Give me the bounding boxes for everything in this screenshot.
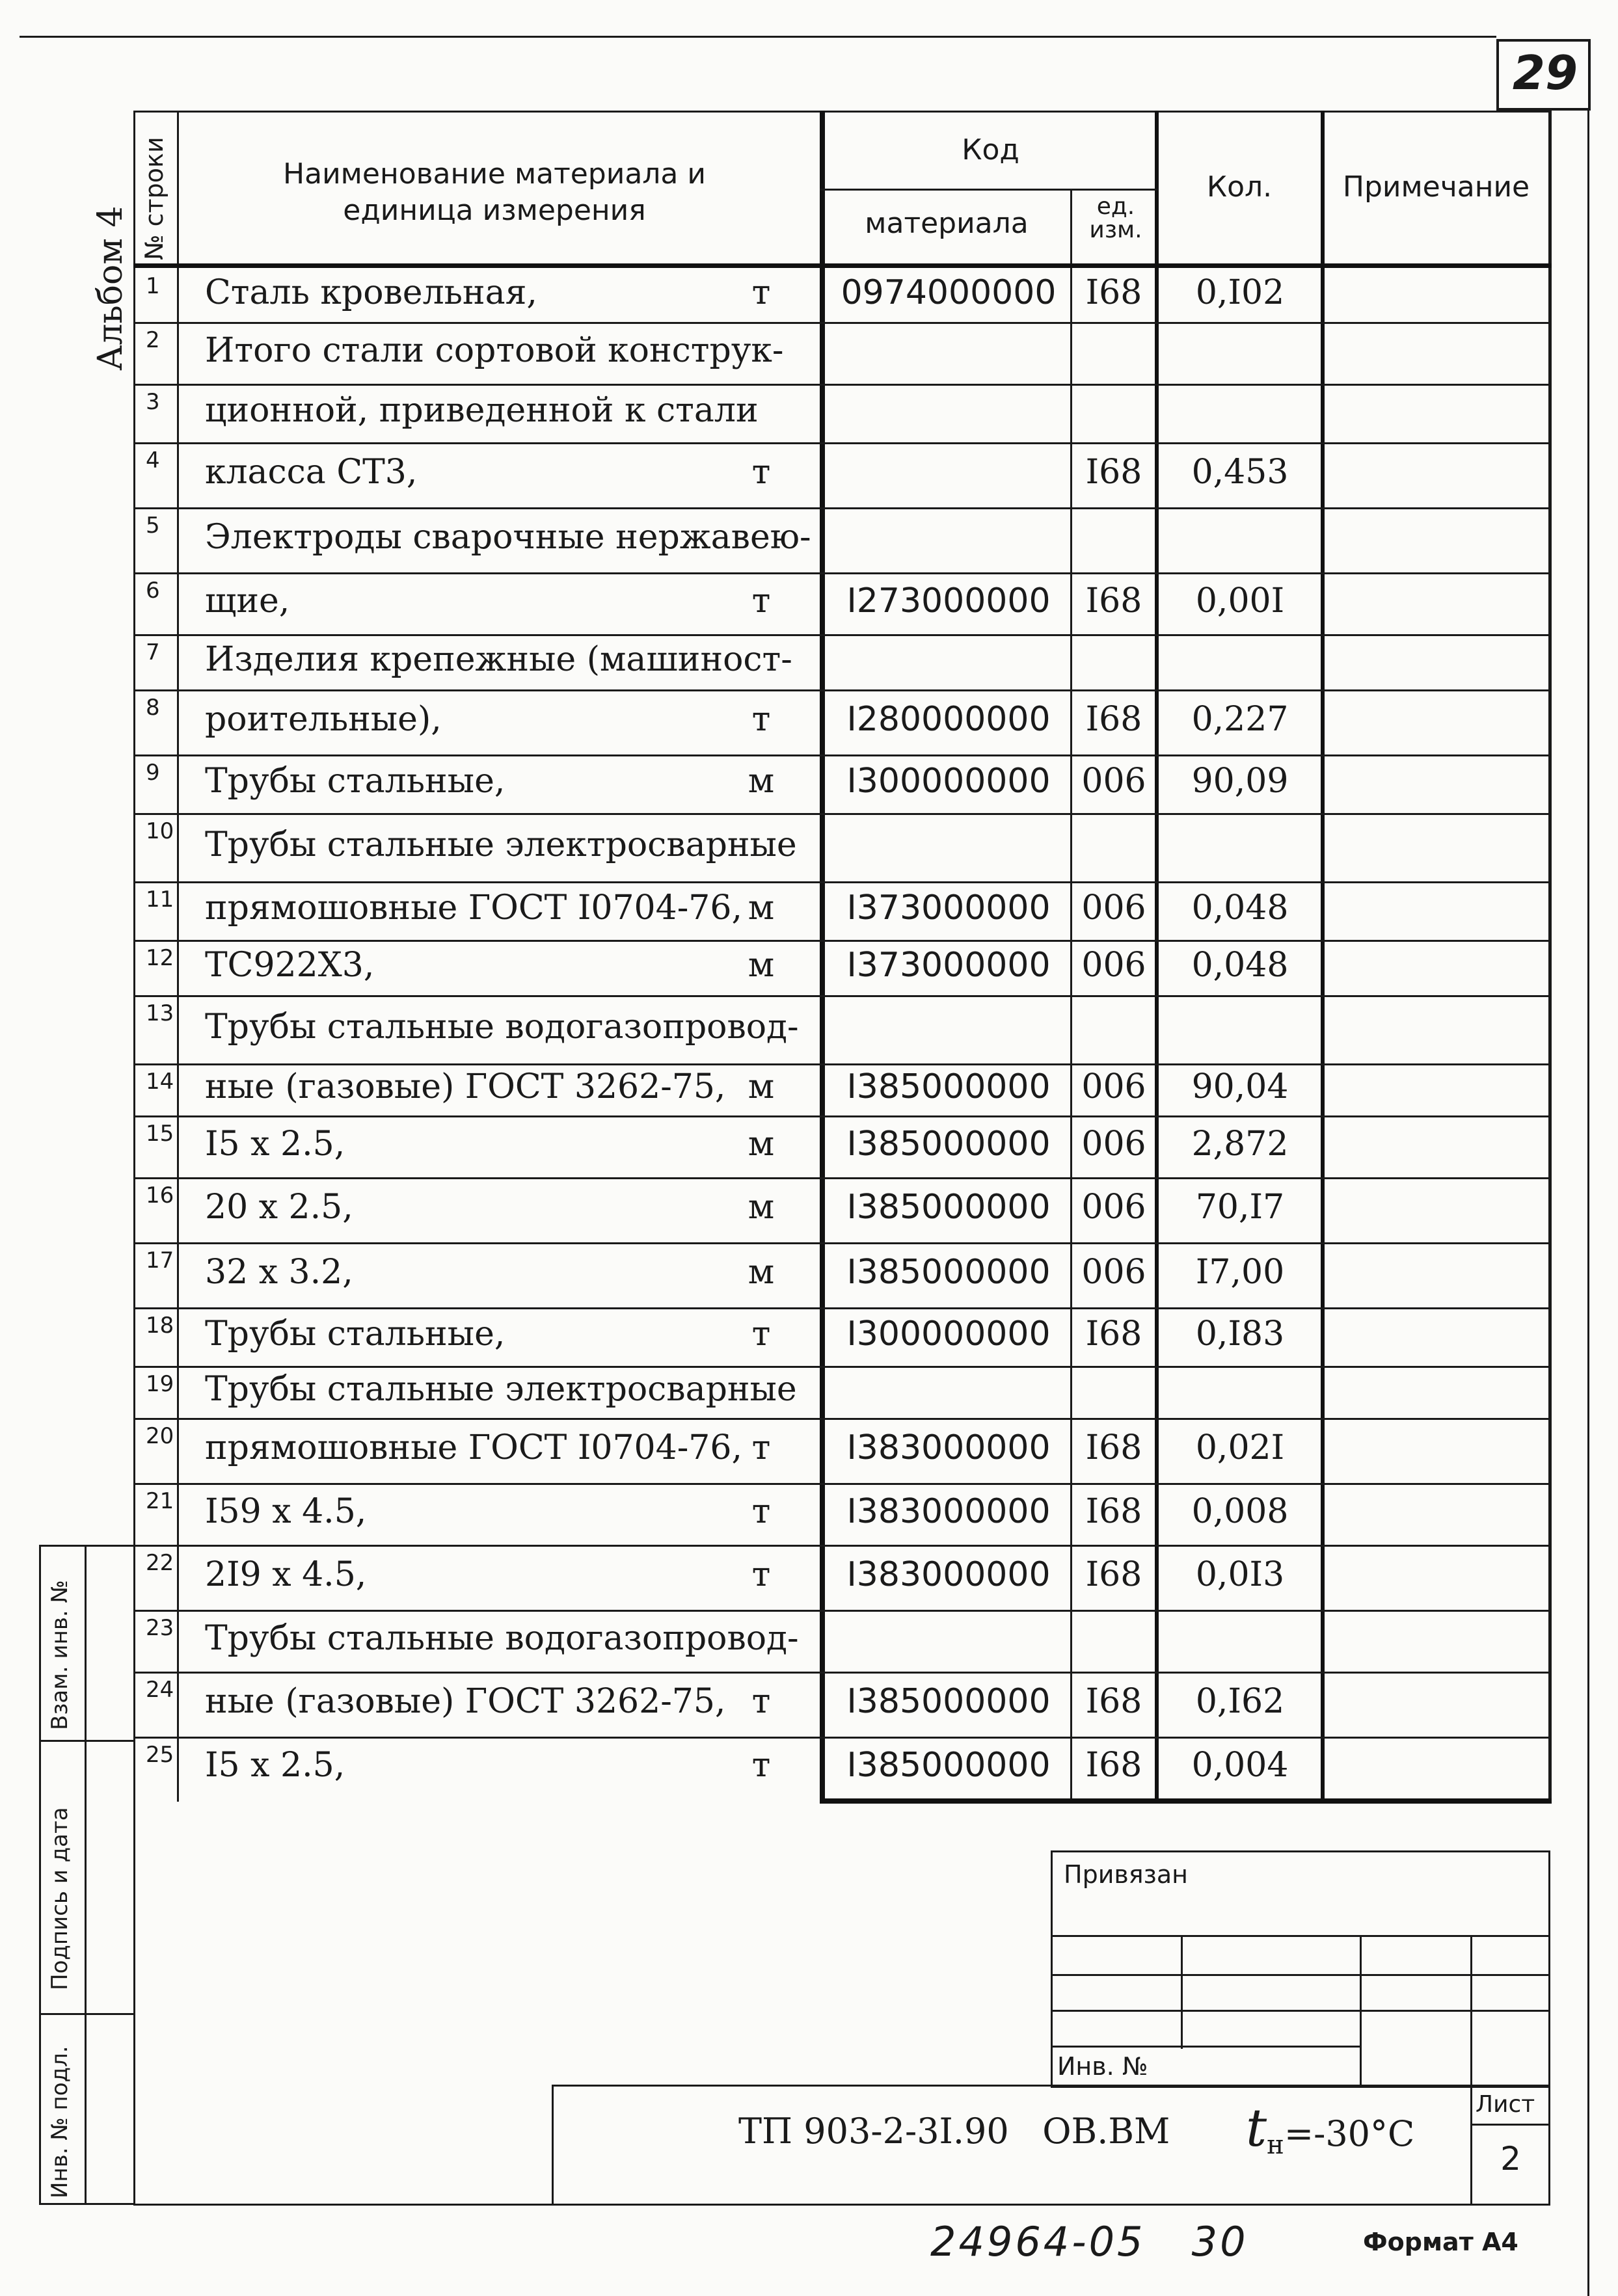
- designation-text: ТП 903-2-3I.90 ОВ.ВМ: [738, 2111, 1170, 2152]
- row-separator: [133, 1307, 1550, 1309]
- unit-code: I68: [1085, 581, 1142, 621]
- privyazan-label: Привязан: [1064, 1860, 1188, 1889]
- row-separator: [133, 881, 1550, 883]
- material-name: Сталь кровельная,: [205, 273, 537, 312]
- unit-code: 006: [1081, 1188, 1146, 1227]
- unit-code: I68: [1085, 1428, 1142, 1467]
- unit: т: [751, 1555, 771, 1594]
- material-code: I373000000: [846, 945, 1051, 985]
- row-separator: [133, 634, 1550, 636]
- material-name: Изделия крепежные (машиност-: [205, 639, 792, 679]
- unit: м: [748, 1124, 775, 1164]
- row-number: 7: [146, 639, 160, 665]
- side-inv-podl-label: Инв. № подл.: [47, 2046, 73, 2198]
- side-stamp-divider: [85, 1545, 87, 2205]
- row-number: 9: [146, 760, 160, 786]
- sheet-label: Лист: [1476, 2091, 1535, 2118]
- row-separator: [133, 1063, 1550, 1065]
- quantity: 0,02I: [1195, 1428, 1285, 1467]
- side-podpis-label: Подпись и дата: [47, 1807, 73, 1990]
- unit: т: [751, 1745, 771, 1785]
- temp-t-symbol: t: [1246, 2098, 1267, 2158]
- material-name: I5 x 2.5,: [205, 1124, 345, 1164]
- quantity: 0,00I: [1195, 581, 1285, 621]
- right-border: [1587, 111, 1589, 2296]
- material-name: Трубы стальные,: [205, 1315, 506, 1354]
- privyazan-col2: [1360, 1935, 1362, 2088]
- material-name: Итого стали сортовой конструк-: [205, 330, 784, 370]
- col-qty-sep: [1321, 111, 1325, 1802]
- header-qty: Кол.: [1206, 170, 1273, 204]
- material-name: 2I9 x 4.5,: [205, 1555, 367, 1594]
- row-separator: [133, 1672, 1550, 1674]
- inv-no-label: Инв. №: [1057, 2052, 1148, 2081]
- material-name: Трубы стальные водогазопровод-: [205, 1007, 799, 1047]
- side-vzam-label: Взам. инв. №: [47, 1580, 73, 1730]
- row-separator: [133, 322, 1550, 324]
- quantity: 0,004: [1191, 1745, 1289, 1785]
- row-separator: [133, 1366, 1550, 1368]
- material-name: роительные),: [205, 700, 442, 739]
- material-code: I385000000: [846, 1067, 1051, 1106]
- table-top-border: [133, 111, 1550, 113]
- unit: т: [751, 273, 771, 312]
- sheet-number: 2: [1500, 2140, 1521, 2178]
- material-code: I383000000: [846, 1555, 1051, 1594]
- unit-code: I68: [1085, 1491, 1142, 1531]
- quantity: 0,I02: [1195, 273, 1285, 312]
- material-name: Трубы стальные,: [205, 762, 506, 801]
- unit: м: [748, 945, 775, 985]
- row-separator: [133, 689, 1550, 691]
- header-name: Наименование материала и единица измерения: [283, 157, 706, 227]
- row-number: 15: [146, 1121, 174, 1147]
- quantity: 0,I62: [1195, 1682, 1285, 1721]
- material-name: ционной, приведенной к стали: [205, 391, 759, 430]
- material-name: 32 x 3.2,: [205, 1253, 353, 1292]
- row-separator: [133, 813, 1550, 815]
- unit-code: 006: [1081, 1067, 1146, 1106]
- row-number: 17: [146, 1248, 174, 1274]
- format-label: Формат А4: [1363, 2228, 1518, 2256]
- row-separator: [133, 507, 1550, 509]
- row-separator: [133, 995, 1550, 997]
- row-separator: [133, 1242, 1550, 1244]
- row-number: 20: [146, 1423, 174, 1449]
- material-name: класса СТ3,: [205, 453, 418, 492]
- material-name: ные (газовые) ГОСТ 3262-75,: [205, 1682, 726, 1721]
- unit-code: 006: [1081, 945, 1146, 985]
- unit: т: [751, 453, 771, 492]
- unit: т: [751, 581, 771, 621]
- material-name: щие,: [205, 581, 290, 621]
- material-name: прямошовные ГОСТ I0704-76,: [205, 1428, 742, 1467]
- row-separator: [133, 1418, 1550, 1420]
- quantity: I7,00: [1195, 1253, 1285, 1292]
- row-separator: [133, 1545, 1550, 1547]
- top-border: [20, 36, 1496, 38]
- code-group-sep: [820, 189, 1158, 191]
- quantity: 0,048: [1191, 888, 1289, 928]
- material-code: I385000000: [846, 1253, 1051, 1292]
- unit-code: 006: [1081, 888, 1146, 928]
- quantity: 0,048: [1191, 945, 1289, 985]
- row-number: 19: [146, 1371, 174, 1397]
- material-name: ТС922Х3,: [205, 945, 375, 985]
- unit-code: I68: [1085, 453, 1142, 492]
- material-name: I5 x 2.5,: [205, 1745, 345, 1785]
- quantity: 0,227: [1191, 700, 1289, 739]
- quantity: 0,453: [1191, 453, 1289, 492]
- unit: т: [751, 700, 771, 739]
- unit-code: I68: [1085, 1682, 1142, 1721]
- unit: т: [751, 1315, 771, 1354]
- unit: т: [751, 1491, 771, 1531]
- unit-code: 006: [1081, 1253, 1146, 1292]
- row-number: 16: [146, 1182, 174, 1208]
- temp-value: =-30°С: [1284, 2113, 1415, 2154]
- header-code-material: материала: [865, 207, 1029, 240]
- album-label: Альбом 4: [91, 206, 130, 371]
- page-number: 29: [1512, 46, 1578, 100]
- col-name-sep: [820, 111, 825, 1802]
- quantity: 70,I7: [1195, 1188, 1285, 1227]
- row-separator: [133, 940, 1550, 942]
- privyazan-row3: [1051, 2010, 1550, 2012]
- row-number: 24: [146, 1677, 174, 1703]
- quantity: 2,872: [1191, 1124, 1289, 1164]
- unit: т: [751, 1682, 771, 1721]
- header-code-group: Код: [962, 133, 1019, 167]
- material-name: Трубы стальные электросварные: [205, 1370, 797, 1409]
- row-separator: [133, 442, 1550, 444]
- row-number: 25: [146, 1742, 174, 1768]
- material-name: прямошовные ГОСТ I0704-76,: [205, 888, 742, 928]
- row-number: 14: [146, 1069, 174, 1095]
- row-number: 22: [146, 1550, 174, 1576]
- row-number: 10: [146, 818, 174, 844]
- unit: м: [748, 888, 775, 928]
- material-code: I383000000: [846, 1428, 1051, 1467]
- material-code: I385000000: [846, 1682, 1051, 1721]
- material-code: 0974000000: [841, 273, 1057, 312]
- row-number: 12: [146, 945, 174, 971]
- material-code: I300000000: [846, 762, 1051, 801]
- quantity: 0,I83: [1195, 1315, 1285, 1354]
- material-code: I385000000: [846, 1745, 1051, 1785]
- unit-code: I68: [1085, 700, 1142, 739]
- sheet-row-sep: [1470, 2124, 1550, 2126]
- privyazan-row4: [1051, 2046, 1360, 2048]
- unit-code: 006: [1081, 762, 1146, 801]
- row-number: 4: [146, 447, 160, 474]
- material-code: I373000000: [846, 888, 1051, 928]
- table-bottom: [820, 1798, 1552, 1804]
- quantity: 90,09: [1191, 762, 1289, 801]
- unit-code: I68: [1085, 273, 1142, 312]
- row-number: 8: [146, 695, 160, 721]
- header-row-no: № строки: [140, 137, 169, 260]
- material-name: ные (газовые) ГОСТ 3262-75,: [205, 1067, 726, 1106]
- unit-code: I68: [1085, 1555, 1142, 1594]
- quantity: 0,008: [1191, 1491, 1289, 1531]
- handwritten-number: 24964-05 30: [930, 2218, 1248, 2265]
- row-separator: [133, 754, 1550, 756]
- material-name: Трубы стальные электросварные: [205, 825, 797, 864]
- material-code: I383000000: [846, 1491, 1051, 1531]
- material-code: I280000000: [846, 700, 1051, 739]
- row-separator: [133, 572, 1550, 574]
- quantity: 90,04: [1191, 1067, 1289, 1106]
- row-number: 21: [146, 1488, 174, 1514]
- row-number: 6: [146, 578, 160, 604]
- unit: м: [748, 1188, 775, 1227]
- row-separator: [133, 1483, 1550, 1485]
- privyazan-col1: [1181, 1935, 1183, 2049]
- unit: т: [751, 1428, 771, 1467]
- material-code: I273000000: [846, 581, 1051, 621]
- side-stamp-sep1: [39, 1740, 135, 1742]
- row-number: 3: [146, 389, 160, 415]
- row-number: 1: [146, 273, 160, 299]
- row-separator: [133, 1610, 1550, 1612]
- row-number: 5: [146, 513, 160, 539]
- table-right-border: [1548, 111, 1552, 1802]
- header-bottom: [133, 263, 1552, 268]
- unit: м: [748, 1067, 775, 1106]
- row-separator: [133, 384, 1550, 386]
- material-name: 20 x 2.5,: [205, 1188, 353, 1227]
- header-note: Примечание: [1342, 170, 1530, 204]
- row-number: 11: [146, 887, 174, 913]
- row-number: 23: [146, 1615, 174, 1641]
- unit-code: I68: [1085, 1315, 1142, 1354]
- privyazan-sep: [1051, 1935, 1550, 1937]
- unit-code: 006: [1081, 1124, 1146, 1164]
- material-name: Трубы стальные водогазопровод-: [205, 1618, 799, 1658]
- material-code: I385000000: [846, 1124, 1051, 1164]
- unit: м: [748, 762, 775, 801]
- row-number: 13: [146, 1000, 174, 1026]
- unit: м: [748, 1253, 775, 1292]
- material-code: I300000000: [846, 1315, 1051, 1354]
- row-separator: [133, 1115, 1550, 1117]
- temp-subscript: н: [1267, 2130, 1284, 2160]
- header-code-unit: ед. изм.: [1089, 193, 1142, 243]
- row-separator: [133, 1737, 1550, 1739]
- row-number: 2: [146, 327, 160, 353]
- row-separator: [133, 1177, 1550, 1179]
- material-code: I385000000: [846, 1188, 1051, 1227]
- privyazan-col3: [1470, 1935, 1472, 2088]
- unit-code: I68: [1085, 1745, 1142, 1785]
- row-number: 18: [146, 1313, 174, 1339]
- side-stamp-sep2: [39, 2013, 135, 2015]
- material-name: Электроды сварочные нержавею-: [205, 518, 811, 557]
- quantity: 0,0I3: [1195, 1555, 1285, 1594]
- material-name: I59 x 4.5,: [205, 1491, 367, 1531]
- privyazan-row2: [1051, 1974, 1550, 1976]
- temperature: [1246, 2098, 1414, 2160]
